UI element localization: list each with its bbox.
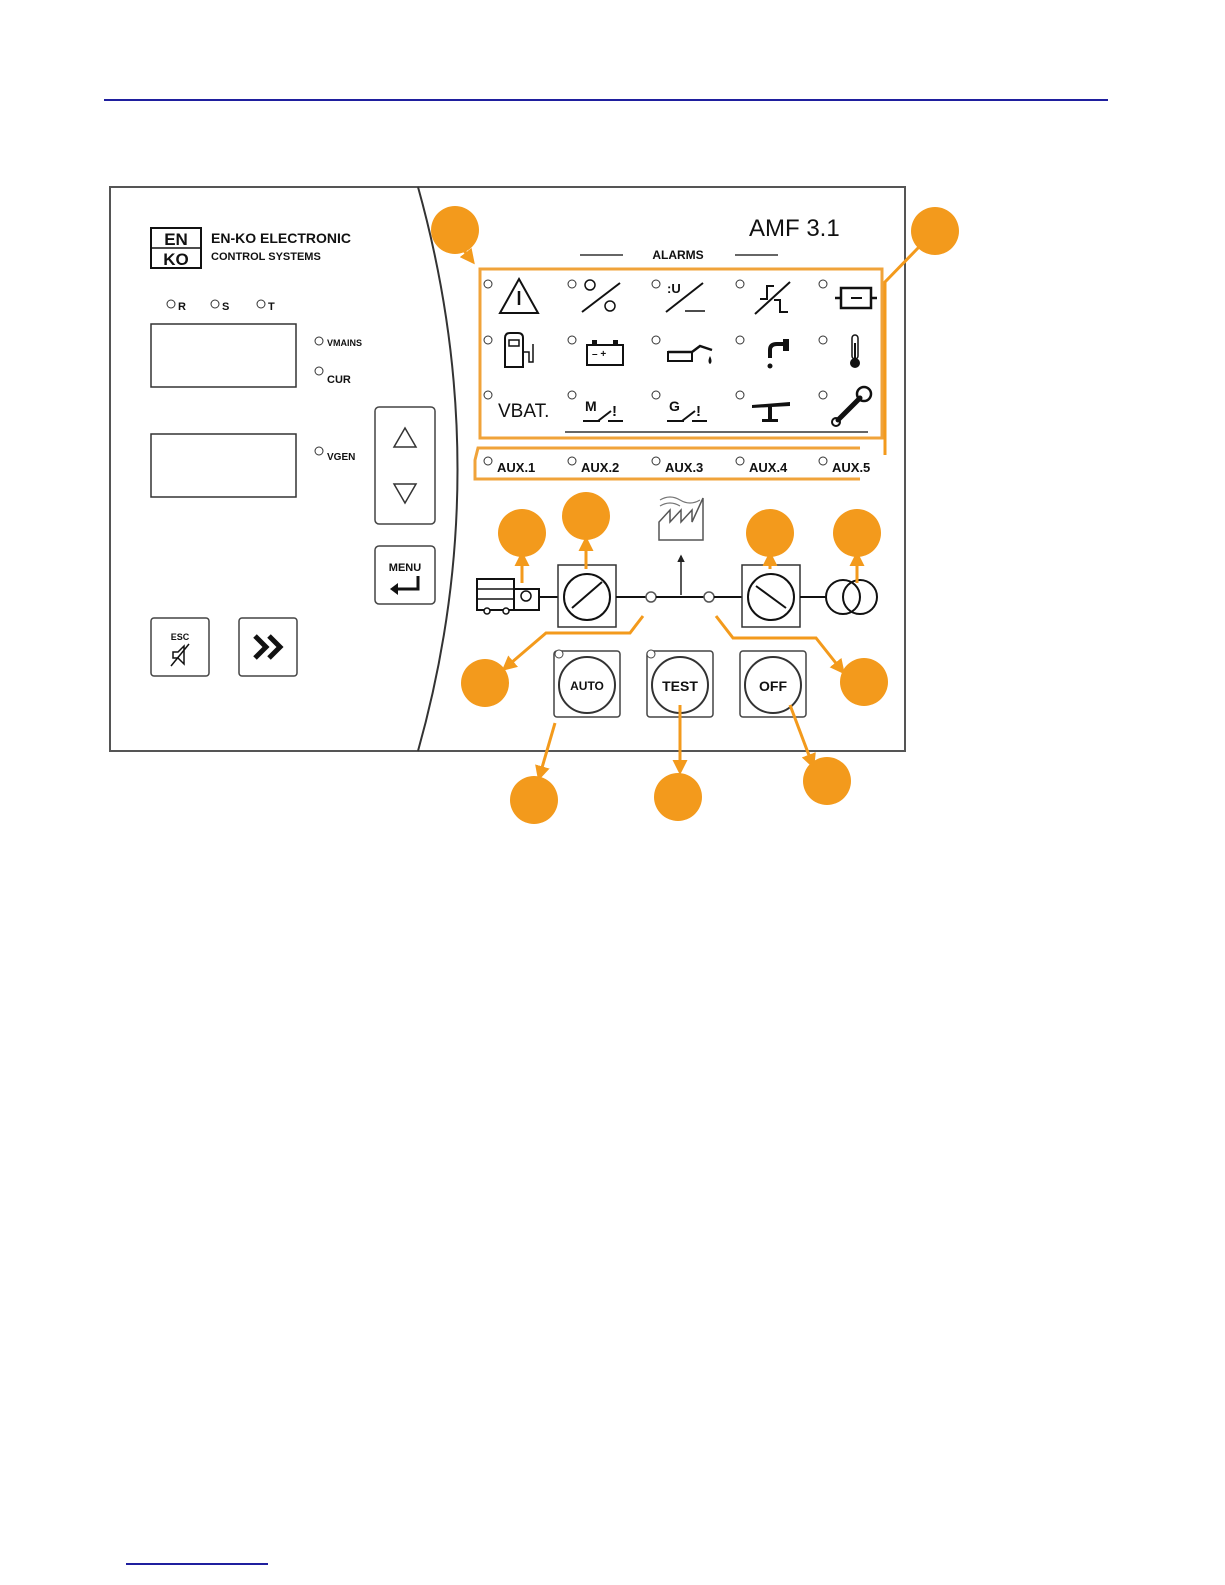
phase-led-s bbox=[211, 300, 219, 308]
company-name-line1: EN-KO ELECTRONIC bbox=[211, 230, 351, 246]
up-down-button-group[interactable] bbox=[375, 407, 435, 524]
phase-label-r: R bbox=[178, 301, 186, 313]
phase-led-r bbox=[167, 300, 175, 308]
alarms-title: ALARMS bbox=[652, 248, 704, 262]
vmains-label: VMAINS bbox=[327, 338, 363, 348]
test-button-label: TEST bbox=[662, 678, 698, 694]
callout-aux bbox=[911, 207, 959, 255]
enko-logo bbox=[151, 228, 201, 269]
callout-transformer bbox=[833, 509, 881, 557]
model-label: AMF 3.1 bbox=[749, 215, 840, 242]
next-button[interactable] bbox=[239, 618, 297, 676]
callout-mains-breaker bbox=[746, 509, 794, 557]
callout-gen-bus bbox=[461, 659, 509, 707]
aux-label-4: AUX.4 bbox=[749, 460, 788, 475]
esc-button-label: ESC bbox=[170, 632, 190, 642]
mains-breaker-indicator bbox=[742, 565, 800, 627]
callout-auto bbox=[510, 776, 558, 824]
auto-button-label: AUTO bbox=[570, 679, 604, 693]
mains-display bbox=[151, 324, 296, 387]
generator-bus-led bbox=[646, 592, 656, 602]
svg-text:!: ! bbox=[696, 403, 701, 420]
svg-text:G: G bbox=[669, 398, 680, 414]
aux-label-5: AUX.5 bbox=[832, 460, 871, 475]
svg-text:!: ! bbox=[612, 403, 617, 420]
callout-off bbox=[803, 757, 851, 805]
svg-text:EN: EN bbox=[164, 230, 188, 249]
phase-label-s: S bbox=[222, 301, 230, 313]
off-button-label: OFF bbox=[759, 678, 787, 694]
generator-display bbox=[151, 434, 296, 497]
vgen-label: VGEN bbox=[327, 452, 356, 463]
aux-label-1: AUX.1 bbox=[497, 460, 536, 475]
svg-text:M: M bbox=[585, 398, 597, 414]
phase-label-t: T bbox=[268, 301, 275, 313]
svg-text:– +: – + bbox=[592, 349, 607, 360]
menu-button[interactable] bbox=[375, 546, 435, 604]
callout-test bbox=[654, 773, 702, 821]
cur-label: CUR bbox=[327, 374, 351, 386]
off-button[interactable] bbox=[740, 651, 806, 717]
menu-button-label: MENU bbox=[388, 562, 422, 574]
svg-text::U: :U bbox=[667, 281, 681, 296]
callout-generator bbox=[498, 509, 546, 557]
phase-led-t bbox=[257, 300, 265, 308]
mains-bus-led bbox=[704, 592, 714, 602]
callout-gen-breaker bbox=[562, 492, 610, 540]
generator-breaker-indicator bbox=[558, 565, 616, 627]
auto-button[interactable] bbox=[554, 650, 620, 717]
company-name-line2: CONTROL SYSTEMS bbox=[211, 251, 321, 263]
bottom-rule bbox=[126, 1563, 268, 1565]
aux-label-3: AUX.3 bbox=[665, 460, 704, 475]
aux-label-2: AUX.2 bbox=[581, 460, 620, 475]
esc-button[interactable] bbox=[151, 618, 209, 676]
battery-voltage-label: VBAT. bbox=[498, 401, 550, 422]
callout-mains-bus bbox=[840, 658, 888, 706]
callout-alarms bbox=[431, 206, 479, 254]
svg-text:KO: KO bbox=[163, 250, 189, 269]
